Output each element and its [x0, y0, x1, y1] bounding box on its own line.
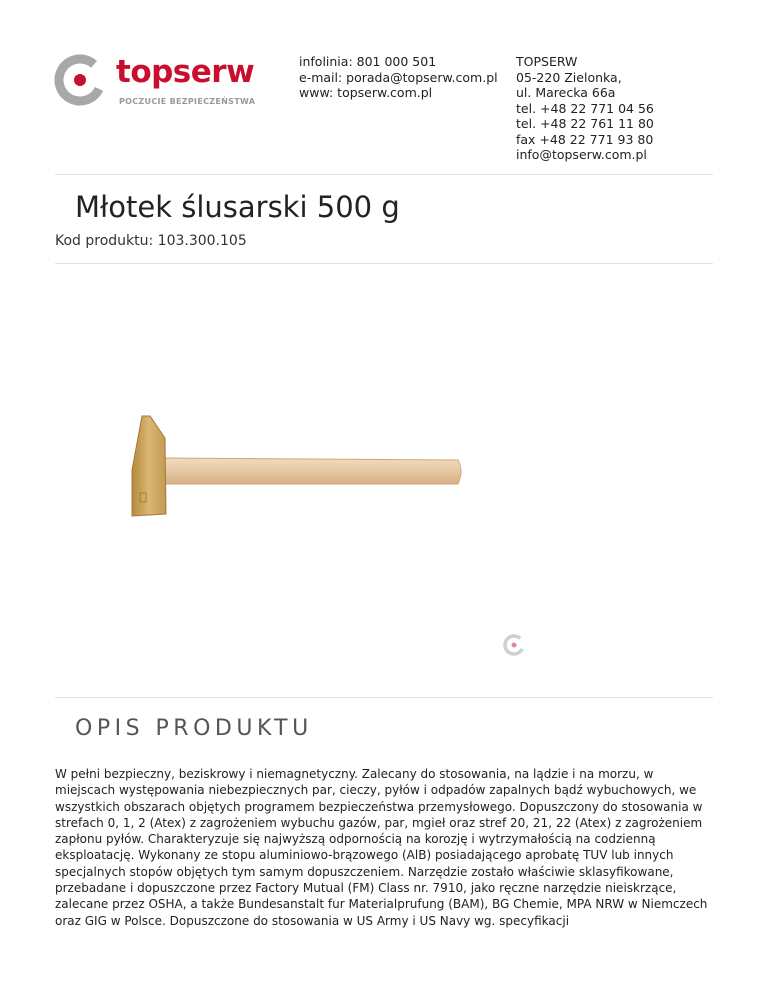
- contact-info: [299, 54, 498, 101]
- company-email-link[interactable]: info@topserw.com.pl: [516, 147, 647, 162]
- phone-2: tel. +48 22 761 11 80: [516, 116, 654, 131]
- company-logo[interactable]: [52, 52, 262, 112]
- hammer-icon: [120, 408, 470, 523]
- address-street: ul. Marecka 66a: [516, 85, 616, 100]
- topserw-ring-logo-icon: [52, 52, 108, 108]
- logo-brand-text: topserw: [116, 54, 255, 90]
- fax: fax +48 22 771 93 80: [516, 131, 654, 147]
- product-code: Kod produktu: 103.300.105: [55, 233, 247, 249]
- product-image: [120, 408, 470, 523]
- product-description: W pełni bezpieczny, beziskrowy i niemagnetyczny. Zalecany do stosowania, na lądzie i na morzu, w miejscach występowania niebezpiecznych par, cieczy, pyłów i odpadów zapalnych bądź wybuchowych, we wszystkich obszarach objętych programem bezpieczeństwa przemysłowego. Dopuszczony do stosowania w strefach 0, 1, 2 (Atex) z zagrożeniem wybuchu gazów, par, mgieł oraz stref 20, 21, 22 (Atex) z zagrożeniem zapłonu pyłów. Charakteryzuje się najwyższą odpornością na korozję i wytrzymałością na codzienną eksploatację. Wykonany ze stopu aluminiowo-brązowego (AlB) posiadającego aprobatę TUV lub innych specjalnych stopów objętych tym samym dopuszczeniem. Narzędzie zostało właściwie sklasyfikowane, przebadane i dopuszczone przez Factory Mutual (FM) Class nr. 7910, jako ręczne narzędzie nieiskrzące, zalecane przez OSHA, a także Bundesanstalt fur Materialprufung (BAM), BG Chemie, MPA NRW w Niemczech oraz GIG w Polsce. Dopuszczone do stosowania w US Army i US Navy wg. specyfikacji: [55, 767, 708, 928]
- company-address: [516, 54, 654, 163]
- phone-1: tel. +48 22 771 04 56: [516, 100, 654, 116]
- page-title: Młotek ślusarski 500 g: [75, 190, 400, 224]
- topserw-watermark-icon: [501, 632, 527, 658]
- email-link[interactable]: e-mail: porada@topserw.com.pl: [299, 69, 498, 85]
- website-link[interactable]: www: topserw.com.pl: [299, 85, 433, 100]
- image-divider: [55, 697, 713, 698]
- logo-tagline: POCZUCIE BEZPIECZEŃSTWA: [119, 97, 256, 106]
- address-postal: 05-220 Zielonka,: [516, 69, 622, 85]
- header-divider: [55, 174, 713, 175]
- description-heading: OPIS PRODUKTU: [75, 716, 313, 741]
- company-name: TOPSERW: [516, 54, 578, 69]
- hotline-text: infolinia: 801 000 501: [299, 54, 437, 69]
- title-divider: [55, 263, 713, 264]
